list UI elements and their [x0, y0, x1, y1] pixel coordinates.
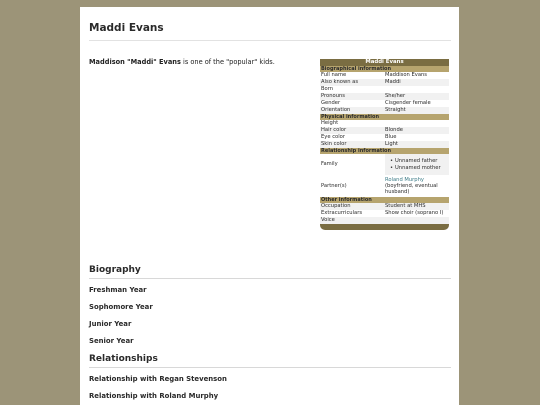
- row-value: [385, 120, 449, 127]
- infobox-row-aka: [320, 79, 449, 86]
- row-key: Pronouns: [321, 93, 345, 99]
- row-key: Full name: [321, 72, 347, 78]
- infobox-row-full-name: [320, 72, 449, 79]
- row-value: Cisgender female: [385, 100, 431, 106]
- infobox-row-skin: [320, 141, 449, 148]
- row-value: [385, 86, 449, 93]
- row-key: Also known as: [321, 79, 359, 85]
- row-key: Eye color: [321, 134, 345, 140]
- row-key: Hair color: [321, 127, 347, 133]
- article-page: [80, 7, 459, 405]
- infobox-row-born: [320, 86, 449, 93]
- row-key: Orientation: [321, 107, 351, 113]
- row-key: Extracurriculars: [321, 210, 363, 216]
- row-key: Family: [321, 161, 338, 167]
- row-value: Maddison Evans: [385, 72, 428, 78]
- infobox-row-orientation: [320, 107, 449, 114]
- heading-junior-year: Junior Year: [89, 320, 132, 328]
- heading-relationship-regan: Relationship with Regan Stevenson: [89, 375, 227, 383]
- row-value: Maddi: [385, 79, 401, 85]
- row-key: Occupation: [321, 203, 351, 209]
- infobox-row-gender: [320, 100, 449, 107]
- page-title: Maddi Evans: [89, 22, 164, 34]
- infobox-row-extracurriculars: [320, 210, 449, 217]
- row-key: Gender: [321, 100, 341, 106]
- row-value: [385, 217, 449, 224]
- row-value: [385, 175, 449, 197]
- row-value: Blue: [385, 134, 397, 140]
- infobox-row-pronouns: [320, 93, 449, 100]
- intro-name: Maddison "Maddi" Evans: [89, 58, 181, 66]
- infobox-section-physical: Physical information: [320, 114, 449, 120]
- infobox-row-hair: [320, 127, 449, 134]
- row-value: Student at MHS: [385, 203, 426, 209]
- heading-senior-year: Senior Year: [89, 337, 134, 345]
- infobox-row-occupation: [320, 203, 449, 210]
- infobox-row-eye: [320, 134, 449, 141]
- row-key: Born: [321, 86, 334, 92]
- heading-relationships: Relationships: [89, 354, 158, 364]
- partner-note: (boyfriend, eventual husband): [385, 183, 438, 195]
- intro-paragraph: [89, 58, 275, 66]
- character-infobox: [320, 59, 449, 230]
- row-key: Skin color: [321, 141, 347, 147]
- heading-freshman-year: Freshman Year: [89, 286, 147, 294]
- infobox-footer: [320, 224, 449, 230]
- infobox-section-biographical: Biographical information: [320, 66, 449, 72]
- heading-sophomore-year: Sophomore Year: [89, 303, 153, 311]
- row-key: Partner(s): [321, 182, 347, 189]
- title-divider: [89, 40, 451, 41]
- family-item: • Unnamed mother: [385, 165, 449, 172]
- family-item: • Unnamed father: [385, 158, 449, 165]
- row-value: Light: [385, 141, 398, 147]
- heading-biography: Biography: [89, 265, 141, 275]
- infobox-row-height: [320, 120, 449, 127]
- heading-divider: [89, 278, 451, 279]
- infobox-row-voice: [320, 217, 449, 224]
- family-list: [385, 154, 449, 175]
- infobox-section-relationship: Relationship information: [320, 148, 449, 154]
- row-value: Show choir (soprano I): [385, 210, 444, 216]
- intro-text: is one of the "popular" kids.: [180, 58, 275, 66]
- row-value: She/her: [385, 93, 406, 99]
- row-value: Straight: [385, 107, 406, 113]
- row-key: Voice: [321, 217, 335, 223]
- infobox-row-family: [320, 154, 449, 175]
- partner-link[interactable]: Roland Murphy: [385, 177, 424, 183]
- row-key: Height: [321, 120, 339, 126]
- infobox-title: Maddi Evans: [320, 59, 449, 66]
- row-value: Blonde: [385, 127, 403, 133]
- heading-divider: [89, 367, 451, 368]
- infobox-section-other: Other information: [320, 197, 449, 203]
- heading-relationship-roland: Relationship with Roland Murphy: [89, 392, 219, 400]
- infobox-row-partner: [320, 175, 449, 197]
